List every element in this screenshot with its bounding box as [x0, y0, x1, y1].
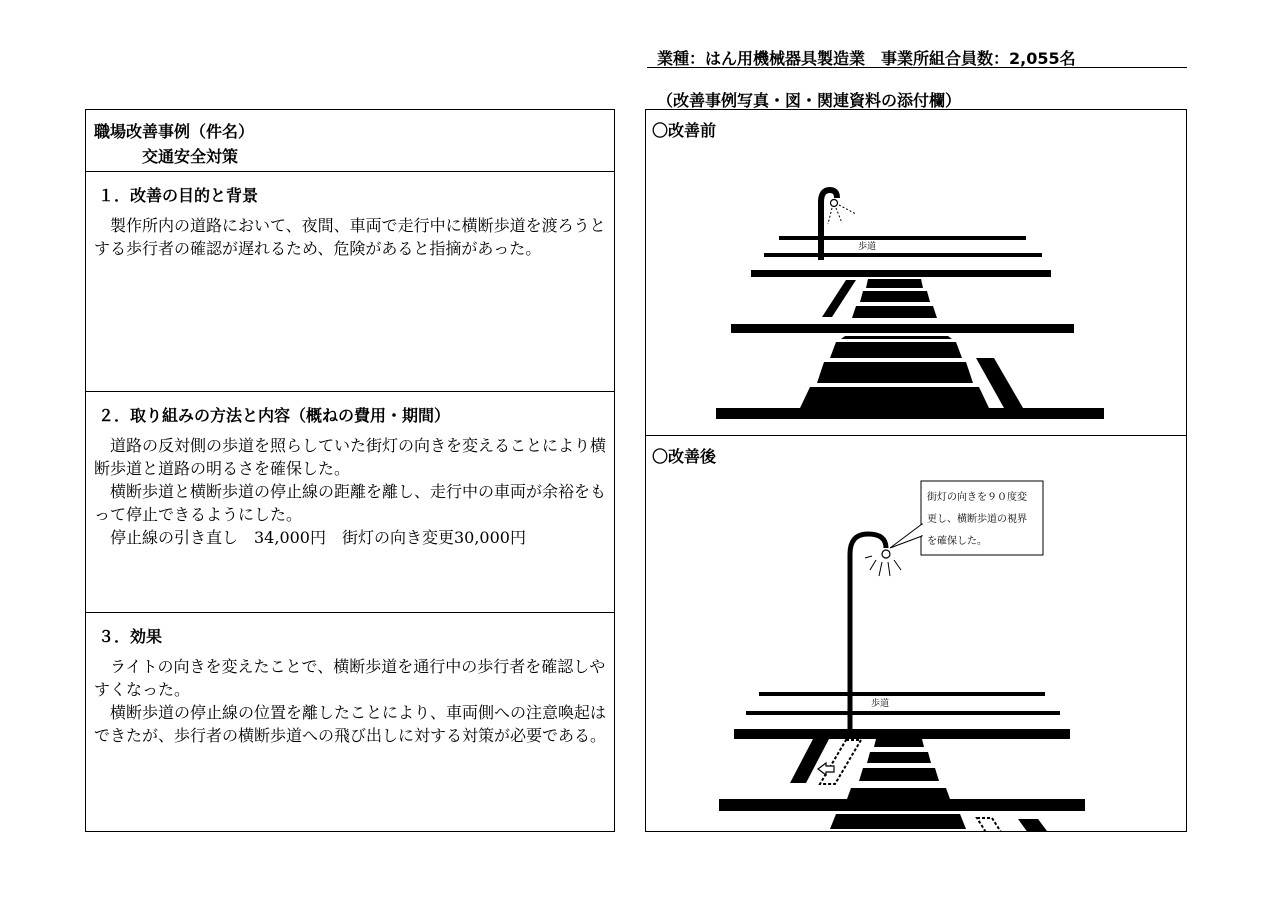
attachment-caption: （改善事例写真・図・関連資料の添付欄）	[657, 91, 962, 110]
case-subject: 交通安全対策	[142, 147, 239, 166]
section2-paragraph: 道路の反対側の歩道を照らしていた街灯の向きを変えることにより横断歩道と道路の明るさを確保した。	[94, 436, 607, 478]
section-method-content	[86, 392, 614, 613]
section3-body	[94, 655, 608, 747]
callout-box	[890, 481, 1043, 555]
section1-paragraph: 製作所内の道路において、夜間、車両で走行中に横断歩道を渡ろうとする歩行者の確認が遅れるため、危険があると指摘があった。	[94, 216, 606, 258]
section3-title: ３．効果	[98, 627, 163, 646]
before-panel	[646, 110, 1186, 436]
section1-body	[94, 214, 608, 260]
far-sidewalk-line	[746, 711, 1060, 715]
road-sign-text: 歩道	[871, 699, 890, 709]
old-stop-line	[820, 740, 861, 784]
arrow-left-icon	[818, 763, 834, 775]
section3-paragraph: 横断歩道の停止線の位置を離したことにより、車両側への注意喚起はできたが、歩行者の横断歩道への飛び出しに対する対策が必要である。	[94, 703, 607, 745]
road-edge-line	[731, 324, 1074, 333]
header-industry-info: 業種：はん用機械器具製造業 事業所組合員数：2,055名	[647, 46, 1187, 68]
stop-line	[1018, 819, 1092, 831]
section-effect	[86, 613, 614, 831]
road-edge-line	[751, 270, 1051, 277]
case-title: 職場改善事例（件名）	[94, 122, 255, 141]
road-edge-line	[716, 408, 1104, 419]
callout-line: を確保した。	[927, 536, 987, 547]
callout-line: 更し、横断歩道の視界	[927, 514, 1027, 525]
crosswalk-after-illustration	[646, 436, 1186, 831]
before-label: 〇改善前	[652, 121, 717, 140]
section3-paragraph: ライトの向きを変えたことで、横断歩道を通行中の歩行者を確認しやすくなった。	[94, 657, 606, 699]
callout-line: 街灯の向きを９０度変	[927, 492, 1027, 503]
section2-paragraph: 横断歩道と横断歩道の停止線の距離を離し、走行中の車両が余裕をもって停止できるようにした。	[94, 482, 607, 524]
street-lamp-icon	[821, 190, 856, 260]
crosswalk-before-illustration	[646, 110, 1186, 435]
far-sidewalk-line	[779, 236, 1026, 240]
attachment-box	[645, 109, 1187, 832]
section2-body	[94, 434, 608, 549]
stop-line	[790, 739, 829, 783]
road-edge-line	[719, 799, 1085, 811]
road-sign-text: 歩道	[858, 242, 877, 252]
after-panel	[646, 436, 1186, 831]
after-label: 〇改善後	[652, 447, 717, 466]
section2-cost-line: 停止線の引き直し 34,000円 街灯の向き変更30,000円	[94, 528, 526, 547]
section1-title: １．改善の目的と背景	[98, 186, 259, 205]
far-sidewalk-line	[759, 692, 1045, 696]
crosswalk-stripes	[800, 279, 989, 408]
far-sidewalk-line	[764, 253, 1042, 257]
improvement-case-table	[85, 109, 615, 832]
section2-title: ２．取り組みの方法と内容（概ねの費用・期間）	[98, 406, 451, 425]
section-purpose-background	[86, 172, 614, 392]
stop-line	[822, 280, 856, 317]
case-title-section	[86, 110, 614, 172]
road-edge-line	[734, 729, 1070, 739]
